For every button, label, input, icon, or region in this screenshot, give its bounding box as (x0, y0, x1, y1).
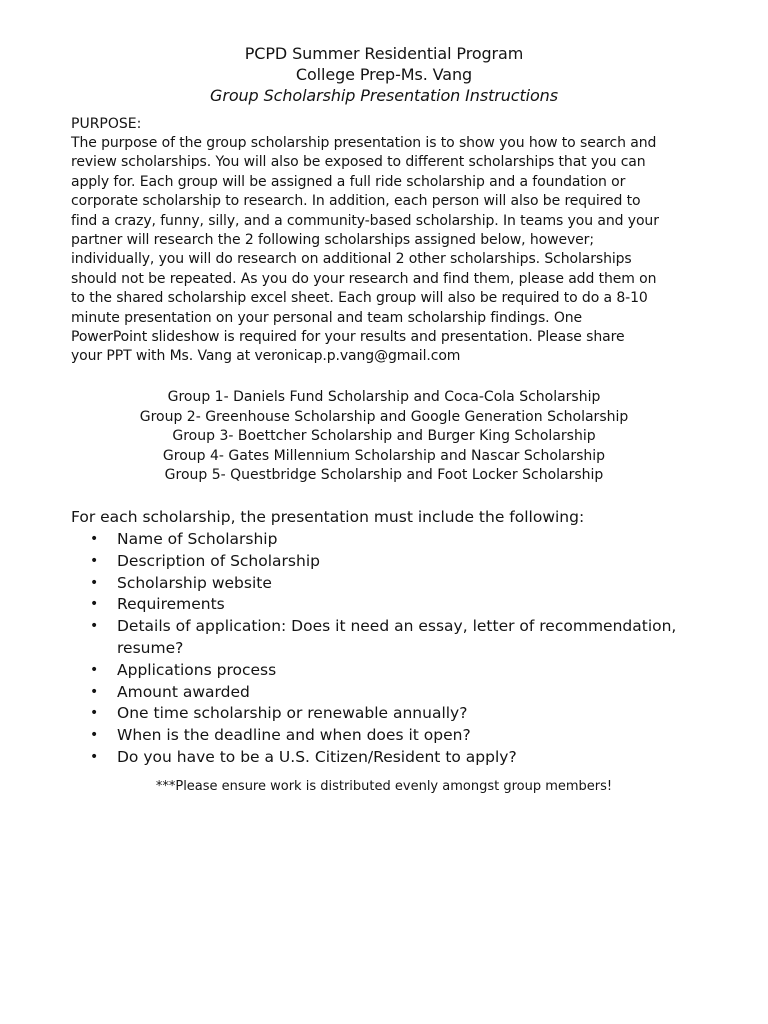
group-assignment: Group 5- Questbridge Scholarship and Foot Locker Scholarship (164, 467, 604, 483)
purpose-line: to the shared scholarship excel sheet. Each group will also be required to do a 8-10 (71, 290, 648, 307)
document-subtitle: Group Scholarship Presentation Instructions (210, 86, 558, 105)
list-item (90, 594, 710, 616)
purpose-paragraph (71, 134, 701, 367)
group-assignment: Group 3- Boettcher Scholarship and Burger King Scholarship (172, 428, 596, 444)
requirements-list (90, 529, 710, 769)
purpose-line: apply for. Each group will be assigned a full ride scholarship and a foundation or (71, 173, 626, 190)
list-item (90, 529, 710, 551)
bullet-icon: • (90, 748, 99, 765)
list-item-text: Scholarship website (117, 573, 272, 592)
list-item-text: Do you have to be a U.S. Citizen/Resident to apply? (117, 747, 517, 766)
purpose-line: PowerPoint slideshow is required for your results and presentation. Please share (71, 329, 625, 346)
group-assignments (0, 388, 768, 486)
list-item-text: One time scholarship or renewable annually? (117, 704, 468, 723)
list-item-text: Details of application: Does it need an essay, letter of recommendation, resume? (117, 617, 677, 657)
purpose-line: partner will research the 2 following scholarships assigned below, however; (71, 232, 594, 249)
bullet-icon: • (90, 574, 99, 591)
program-title: PCPD Summer Residential Program (244, 44, 524, 63)
bullet-icon: • (90, 705, 99, 722)
closing-note: ***Please ensure work is distributed evenly amongst group members! (155, 779, 613, 794)
group-assignment: Group 2- Greenhouse Scholarship and Google Generation Scholarship (139, 408, 629, 425)
bullet-icon: • (90, 727, 99, 744)
bullet-icon: • (90, 531, 99, 547)
list-item-text: Description of Scholarship (117, 551, 320, 570)
group-assignment: Group 1- Daniels Fund Scholarship and Coca-Cola Scholarship (167, 389, 601, 405)
list-item-text: Requirements (117, 595, 225, 614)
list-item (90, 747, 710, 769)
list-item (90, 725, 710, 747)
list-item (90, 551, 710, 573)
list-item (90, 616, 710, 660)
purpose-line: corporate scholarship to research. In addition, each person will also be required to (71, 193, 641, 210)
bullet-icon: • (90, 683, 99, 700)
list-item-text: Applications process (117, 660, 277, 679)
list-item (90, 703, 710, 725)
list-item (90, 573, 710, 595)
list-item (90, 660, 710, 682)
group-assignment: Group 4- Gates Millennium Scholarship and Nascar Scholarship (162, 447, 606, 464)
purpose-line: individually, you will do research on additional 2 other scholarships. Scholarships (71, 251, 632, 268)
purpose-line: find a crazy, funny, silly, and a community-based scholarship. In teams you and your (71, 212, 659, 229)
bullet-icon: • (90, 618, 99, 635)
teacher-line: College Prep-Ms. Vang (295, 65, 473, 84)
list-item (90, 682, 710, 704)
purpose-line: The purpose of the group scholarship presentation is to show you how to search and (71, 135, 657, 151)
document-header (0, 43, 768, 106)
purpose-line: minute presentation on your personal and team scholarship findings. One (71, 309, 583, 326)
list-item-text: Amount awarded (117, 682, 250, 701)
requirements-heading: For each scholarship, the presentation must include the following: (71, 508, 585, 526)
list-item-text: Name of Scholarship (117, 530, 278, 548)
list-item-text: When is the deadline and when does it open? (117, 726, 471, 745)
purpose-line: your PPT with Ms. Vang at veronicap.p.vang@gmail.com (71, 348, 461, 365)
purpose-line: should not be repeated. As you do your research and find them, please add them on (71, 270, 657, 287)
bullet-icon: • (90, 596, 99, 613)
purpose-line: review scholarships. You will also be exposed to different scholarships that you can (71, 154, 646, 171)
purpose-label: PURPOSE: (71, 116, 142, 132)
bullet-icon: • (90, 661, 99, 678)
bullet-icon: • (90, 552, 99, 569)
